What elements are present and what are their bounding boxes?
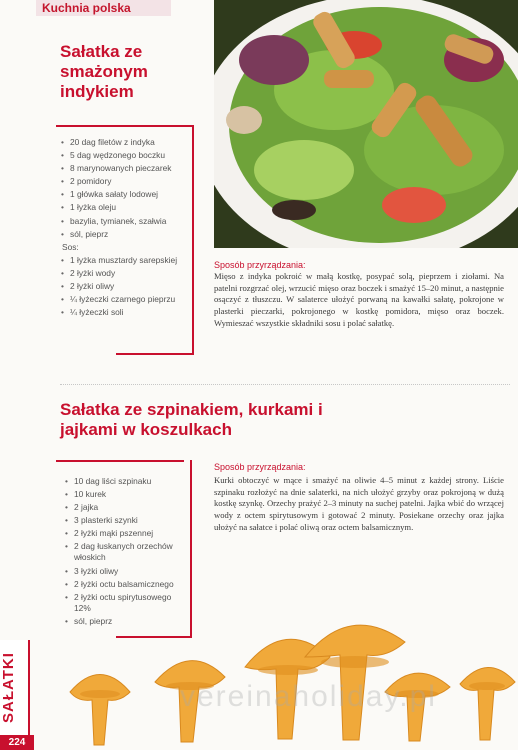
box-border-bottom [116,353,194,355]
list-item: • 20 dag filetów z indyka [60,137,188,148]
list-item: • 3 łyżki oliwy [64,566,186,577]
list-item: • ¼ łyżeczki soli [60,307,188,318]
list-item: • 8 marynowanych pieczarek [60,163,188,174]
section-divider [60,384,510,385]
recipe1-title: Sałatka ze smażonym indykiem [60,42,148,101]
sauce-label: Sos: [62,241,79,252]
recipe1-ingredients-box [56,125,196,355]
recipe2-title: Sałatka ze szpinakiem, kurkami i jajkami w koszulkach [60,400,323,439]
page-number: 224 [0,735,34,750]
salad-photo [214,0,518,248]
list-item: • 2 łyżki oliwy [60,281,188,292]
list-item: • sól, pieprz [64,616,186,627]
recipe1-method-label: Sposób przyrządzania: [214,260,306,270]
list-item: • 2 łyżki wody [60,268,188,279]
list-item: • 2 łyżki octu balsamicznego [64,579,186,590]
list-item: • 10 dag liści szpinaku [64,476,186,487]
list-item: • ¼ łyżeczki czarnego pieprzu [60,294,188,305]
list-item: • 3 plasterki szynki [64,515,186,526]
watermark: vereinaholiday.pl [180,680,437,713]
side-tab-line [28,640,30,735]
side-tab-label: SAŁATKI [0,652,17,723]
list-item: • 1 łyżka musztardy sarepskiej [60,255,188,266]
list-item: • 2 łyżki octu spirytusowego 12% [64,592,186,614]
list-item: • 1 główka sałaty lodowej [60,189,188,200]
recipe1-ingredients-list [60,137,188,320]
box-border-right [192,125,194,355]
list-item: • 2 dag łuskanych orzechów włoskich [64,541,186,563]
box-border-top [56,125,192,127]
recipe2-ingredients-list [64,476,186,629]
turkey-salad-illustration [214,0,518,248]
box-border-top [56,460,184,462]
list-item: • sól, pieprz [60,229,188,240]
recipe2-method-text: Kurki obtoczyć w mące i smażyć na oliwie 4–5 minut z każdej strony. Liście szpinaku rozłożyć na dnie salaterki, na nich ułożyć grzyby oraz pokrojoną w dużą kostkę szynkę. Orzechy prażyć 2–3 minuty na suchej patelni. Jajka wbić do wrzącej wody z octem spirytusowym i gotować 2 minuty. Posiekane orzechy oraz jajka ułożyć na sałatce i polać oliwą oraz octem balsamicznym. [214,475,504,532]
list-item: • 5 dag wędzonego boczku [60,150,188,161]
list-item: • 10 kurek [64,489,186,500]
list-item: • 2 pomidory [60,176,188,187]
list-item: • bazylia, tymianek, szałwia [60,216,188,227]
section-header: Kuchnia polska [36,0,171,16]
list-item: • 2 łyżki mąki pszennej [64,528,186,539]
list-item: • 1 łyżka oleju [60,202,188,213]
recipe2-method-label: Sposób przyrządzania: [214,462,306,472]
list-item: • 2 jajka [64,502,186,513]
recipe1-method-text: Mięso z indyka pokroić w małą kostkę, posypać solą, pieprzem i ziołami. Na patelni rozgrzać olej, wrzucić mięso oraz boczek i smażyć 15–20 minut, a następnie osączyć z tłuszczu. W salaterce ułożyć porwaną na kawałki sałatę, pokrojone w plasterki pieczarki, pokrojonego w kostkę pomidora, mięso oraz boczek. Wymieszać wszystkie składniki sosu i polać sałatkę. [214,271,504,328]
